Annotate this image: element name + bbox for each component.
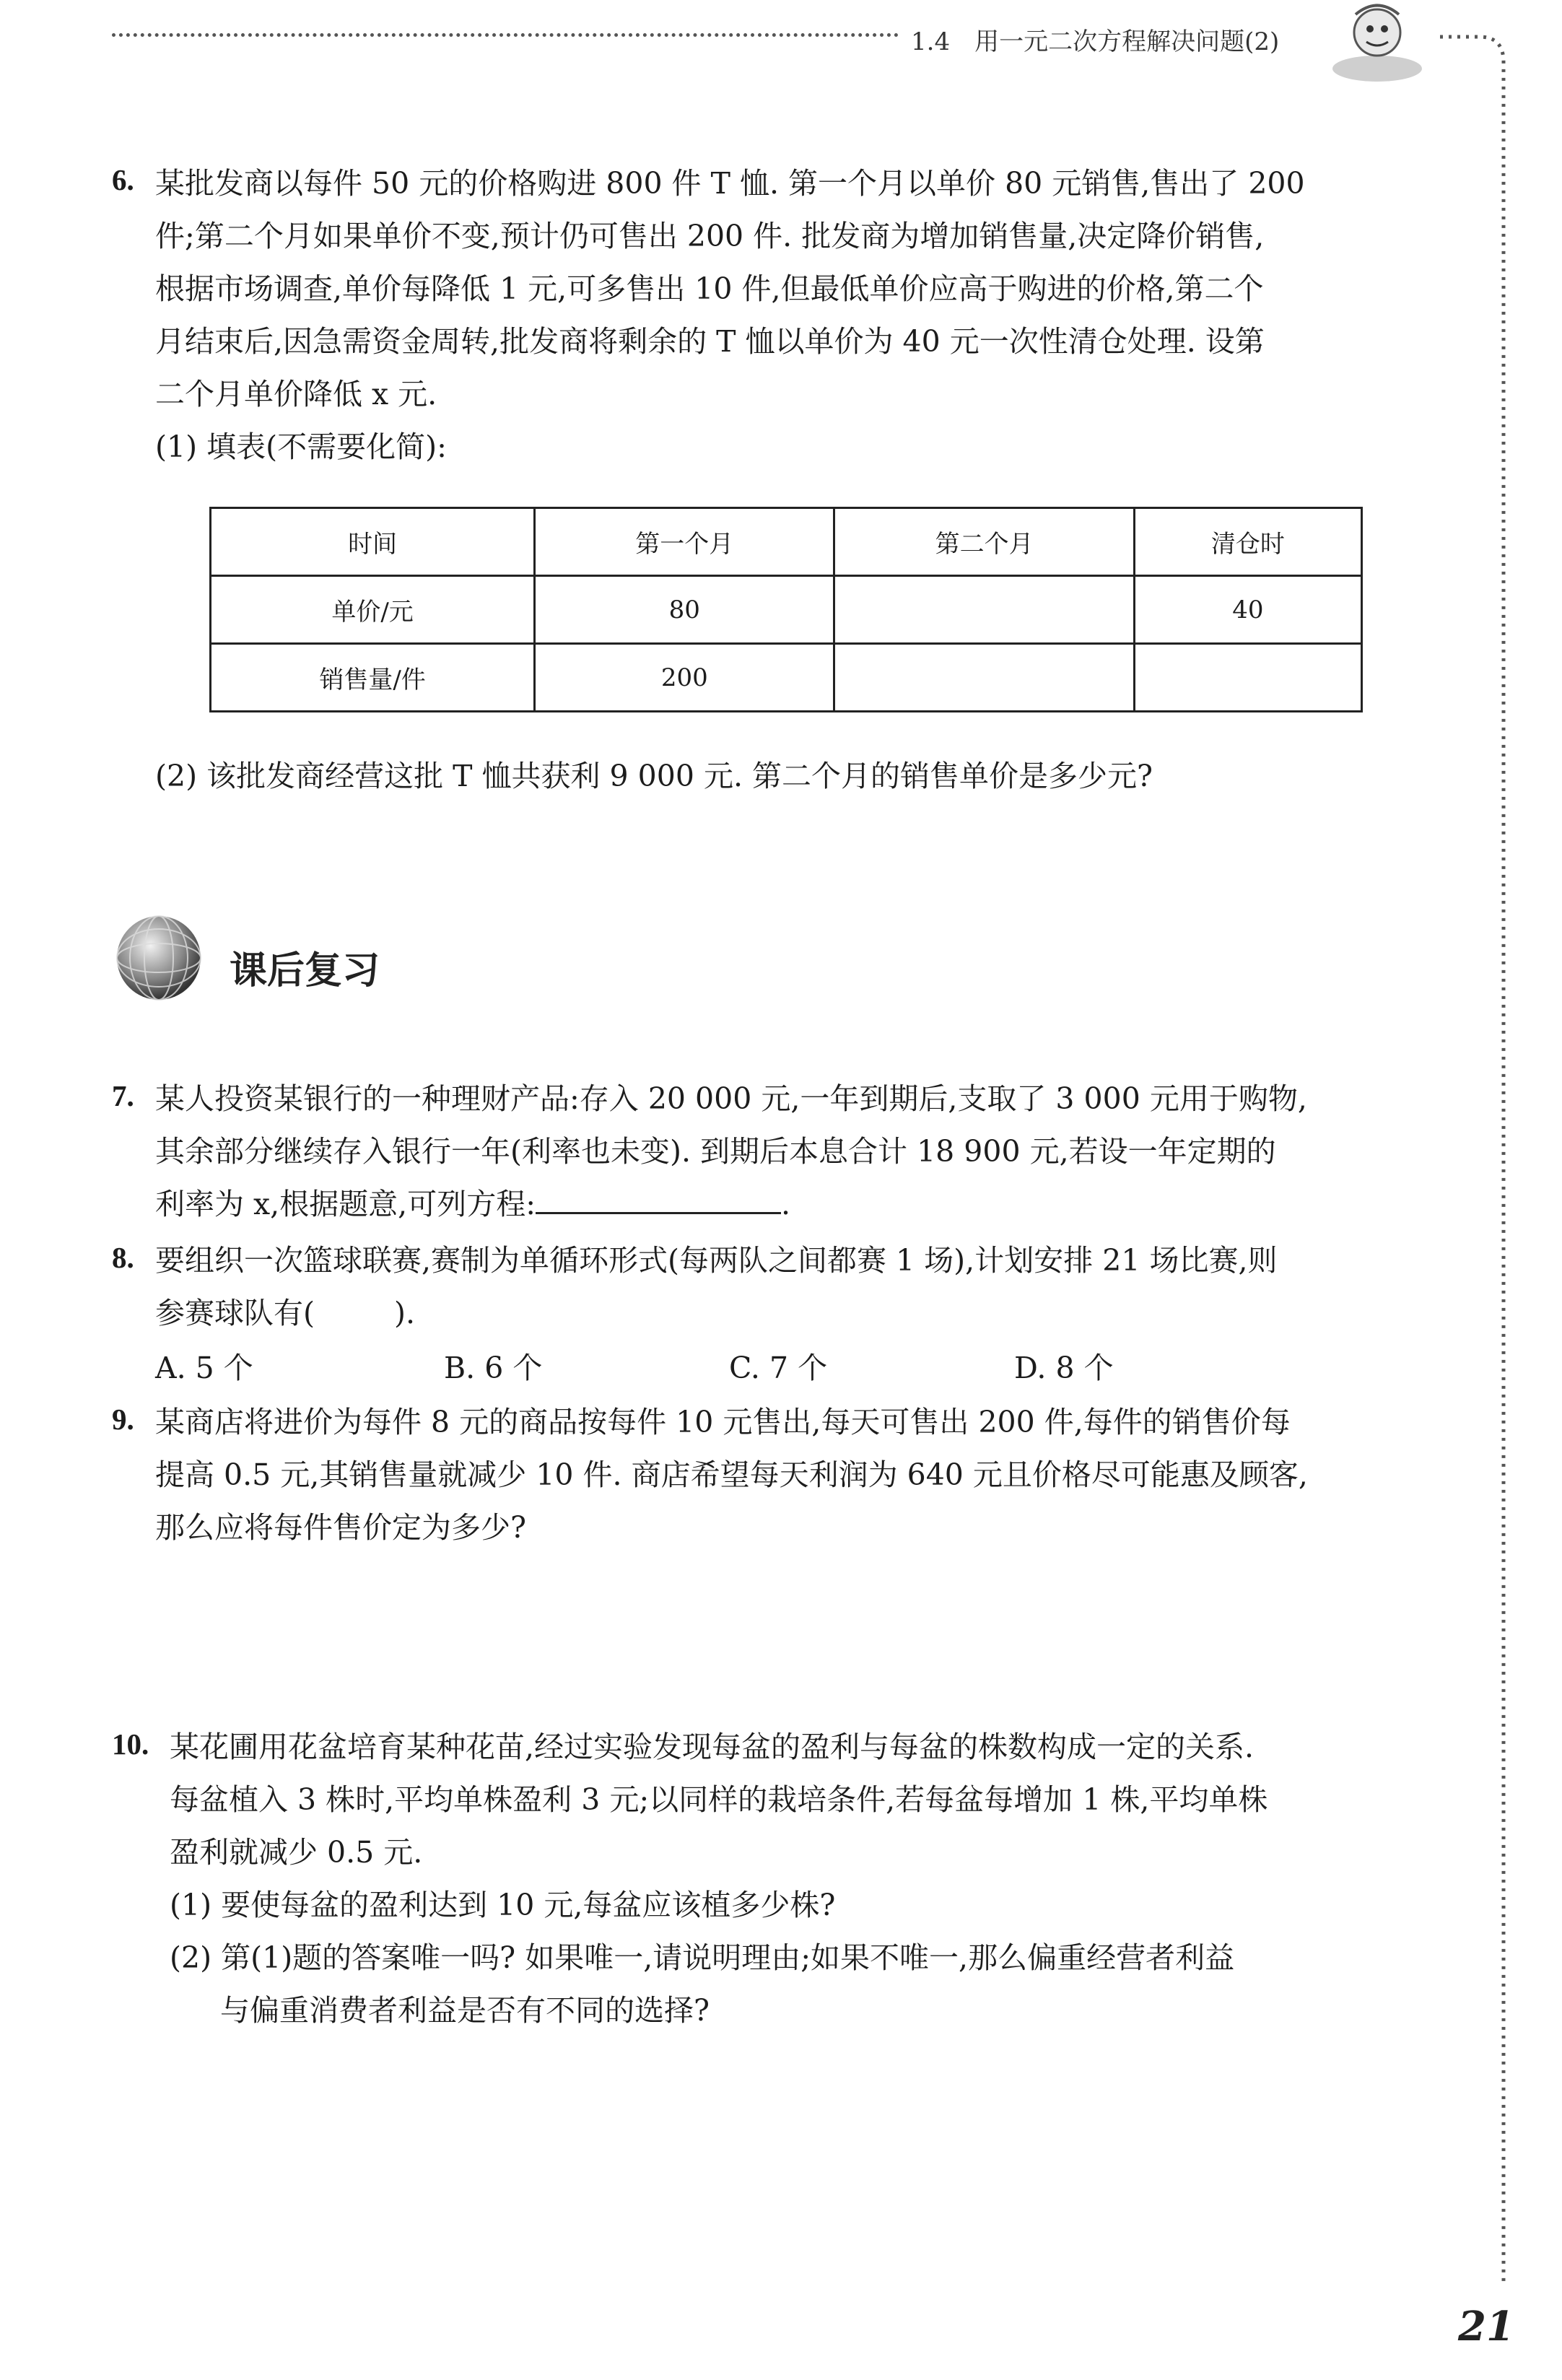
choice-c: C. 7 个 — [729, 1351, 828, 1385]
table-cell: 销售量/件 — [211, 644, 535, 712]
question-6-line: 件;第二个月如果单价不变,预计仍可售出 200 件. 批发商为增加销售量,决定降价销售, — [155, 219, 1265, 253]
question-8 — [112, 1240, 134, 1275]
page-number: 21 — [1458, 2303, 1514, 2350]
table-cell-blank — [834, 644, 1134, 712]
table-cell: 单价/元 — [211, 576, 535, 644]
question-10-line: 某花圃用花盆培育某种花苗,经过实验发现每盆的盈利与每盆的株数构成一定的关系. — [170, 1730, 1255, 1764]
table-row — [211, 644, 1362, 712]
question-10-text — [170, 1721, 1268, 2037]
header-dotted-rule — [112, 33, 899, 37]
table-header-cell: 第二个月 — [834, 508, 1134, 576]
page-edge-dotted-border — [1440, 33, 1506, 2285]
question-number: 10. — [112, 1727, 149, 1761]
question-7-line: 某人投资某银行的一种理财产品:存入 20 000 元,一年到期后,支取了 3 000 元用于购物, — [155, 1081, 1307, 1116]
question-8-line2-start: 参赛球队有( — [155, 1296, 315, 1330]
table-cell: 200 — [535, 644, 834, 712]
answer-blank[interactable] — [536, 1186, 781, 1214]
table-cell: 80 — [535, 576, 834, 644]
question-8-line: 要组织一次篮球联赛,赛制为单循环形式(每两队之间都赛 1 场),计划安排 21 场比赛,则 — [155, 1243, 1278, 1278]
table-header-cell: 时间 — [211, 508, 535, 576]
question-7-text — [155, 1073, 1307, 1231]
question-10-line: 盈利就减少 0.5 元. — [170, 1835, 423, 1870]
question-6-line: 月结束后,因急需资金周转,批发商将剩余的 T 恤以单价为 40 元一次性清仓处理. 设第 — [155, 324, 1265, 359]
question-7-line3-text: 利率为 x,根据题意,可列方程: — [155, 1187, 536, 1221]
choice-d: D. 8 个 — [1014, 1351, 1114, 1385]
question-8-line — [155, 1287, 1277, 1340]
question-7-line — [155, 1178, 1307, 1231]
table-cell-blank — [1134, 644, 1361, 712]
choice-a: A. 5 个 — [155, 1351, 253, 1385]
question-9-line: 某商店将进价为每件 8 元的商品按每件 10 元售出,每天可售出 200 件,每件的销售价每 — [155, 1405, 1291, 1439]
question-9-text — [155, 1396, 1308, 1554]
globe-icon — [112, 911, 206, 1005]
question-8-text — [155, 1234, 1277, 1340]
question-6-line: 根据市场调查,单价每降低 1 元,可多售出 10 件,但最低单价应高于购进的价格,第二个 — [155, 271, 1264, 306]
question-number: 9. — [112, 1403, 134, 1436]
question-9 — [112, 1402, 134, 1437]
question-number: 6. — [112, 163, 134, 196]
table-cell-blank — [834, 576, 1134, 644]
question-8-line2-end: ). — [394, 1296, 416, 1330]
question-10 — [112, 1727, 149, 1761]
question-10-line: 每盆植入 3 株时,平均单株盈利 3 元;以同样的栽培条件,若每盆每增加 1 株,平均单株 — [170, 1782, 1268, 1817]
question-6-line: 二个月单价降低 x 元. — [155, 377, 437, 411]
question-6-line: 某批发商以每件 50 元的价格购进 800 件 T 恤. 第一个月以单价 80 元销售,售出了 200 — [155, 166, 1305, 201]
question-9-line: 那么应将每件售价定为多少? — [155, 1510, 526, 1545]
question-7 — [112, 1078, 134, 1113]
chapter-title: 1.4 用一元二次方程解决问题(2) — [911, 27, 1280, 56]
question-6-part2: (2) 该批发商经营这批 T 恤共获利 9 000 元. 第二个月的销售单价是多少元? — [155, 759, 1153, 793]
question-10-part1: (1) 要使每盆的盈利达到 10 元,每盆应该植多少株? — [170, 1888, 836, 1922]
question-9-line: 提高 0.5 元,其销售量就减少 10 件. 商店希望每天利润为 640 元且价格尽可能惠及顾客, — [155, 1457, 1308, 1492]
table-cell: 40 — [1134, 576, 1361, 644]
mascot-icon — [1327, 0, 1435, 87]
question-10-part2-continued: 与偏重消费者利益是否有不同的选择? — [220, 1993, 710, 2028]
sales-table — [209, 507, 1363, 712]
choice-b: B. 6 个 — [444, 1351, 543, 1385]
table-header-cell: 第一个月 — [535, 508, 834, 576]
question-6-part1: (1) 填表(不需要化简): — [155, 430, 447, 464]
question-6 — [112, 162, 134, 197]
question-number: 8. — [112, 1241, 134, 1274]
question-number: 7. — [112, 1079, 134, 1112]
table-header-cell: 清仓时 — [1134, 508, 1361, 576]
question-6-text — [155, 157, 1305, 474]
table-header-row — [211, 508, 1362, 576]
question-7-line: 其余部分继续存入银行一年(利率也未变). 到期后本息合计 18 900 元,若设一年定期的 — [155, 1134, 1276, 1169]
question-10-part2: (2) 第(1)题的答案唯一吗? 如果唯一,请说明理由;如果不唯一,那么偏重经营者利益 — [170, 1940, 1235, 1975]
section-title: 课后复习 — [230, 949, 380, 993]
table-row — [211, 576, 1362, 644]
question-7-period: . — [781, 1187, 791, 1221]
